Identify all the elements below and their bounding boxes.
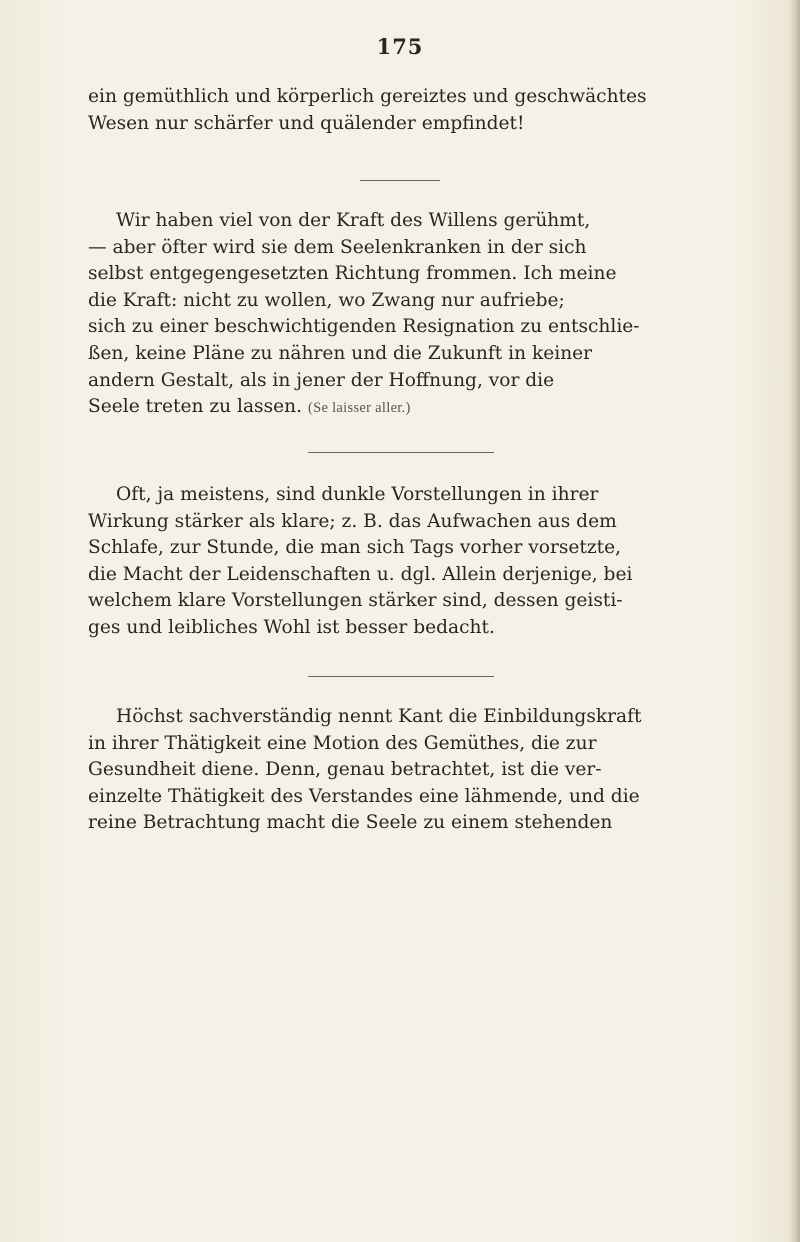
paragraph-1: [88, 84, 736, 137]
french-note: (Se laisser aller.): [307, 400, 411, 417]
text-line: Wesen nur schärfer und quälender empfindet!: [88, 112, 525, 134]
text-line: Höchst sachverständig nennt Kant die Einbildungskraft: [116, 706, 642, 727]
page-number: 175: [376, 34, 424, 59]
text-line: andern Gestalt, als in jener der Hoffnung, vor die: [88, 369, 555, 391]
text-line: Schlafe, zur Stunde, die man sich Tags vorher vorsetzte,: [88, 537, 622, 559]
text-line: [88, 394, 736, 422]
section-divider: [360, 180, 440, 181]
text-line: ein gemüthlich und körperlich gereiztes und geschwächtes: [88, 86, 647, 107]
text-line: Wirkung stärker als klare; z. B. das Aufwachen aus dem: [88, 510, 617, 532]
paragraph-3: [88, 482, 736, 642]
text-line: in ihrer Thätigkeit eine Motion des Gemüthes, die zur: [88, 732, 597, 754]
section-divider: [308, 452, 494, 453]
paragraph-2: [88, 208, 736, 422]
text-line: Oft, ja meistens, sind dunkle Vorstellungen in ihrer: [116, 484, 599, 505]
text-line: die Macht der Leidenschaften u. dgl. Allein derjenige, bei: [88, 563, 633, 585]
text-line: Gesundheit diene. Denn, genau betrachtet, ist die ver-: [88, 759, 602, 781]
page-edge-shadow: [788, 0, 800, 1242]
section-divider: [308, 676, 494, 677]
text-line: einzelte Thätigkeit des Verstandes eine lähmende, und die: [88, 785, 640, 807]
text-line: — aber öfter wird sie dem Seelenkranken in der sich: [88, 236, 587, 258]
text-line: Wir haben viel von der Kraft des Willens gerühmt,: [116, 210, 591, 231]
text-line: selbst entgegengesetzten Richtung frommen. Ich meine: [88, 263, 617, 285]
text-line-main: Seele treten zu lassen.: [88, 396, 303, 418]
text-line: ßen, keine Pläne zu nähren und die Zukunft in keiner: [88, 342, 593, 364]
paragraph-4: [88, 704, 736, 837]
text-line: reine Betrachtung macht die Seele zu einem stehenden: [88, 812, 613, 834]
text-line: welchem klare Vorstellungen stärker sind, dessen geisti-: [88, 590, 623, 612]
text-line: die Kraft: nicht zu wollen, wo Zwang nur aufriebe;: [88, 289, 565, 311]
text-line: sich zu einer beschwichtigenden Resignation zu entschlie-: [88, 316, 640, 338]
text-line: ges und leibliches Wohl ist besser bedacht.: [88, 616, 495, 638]
